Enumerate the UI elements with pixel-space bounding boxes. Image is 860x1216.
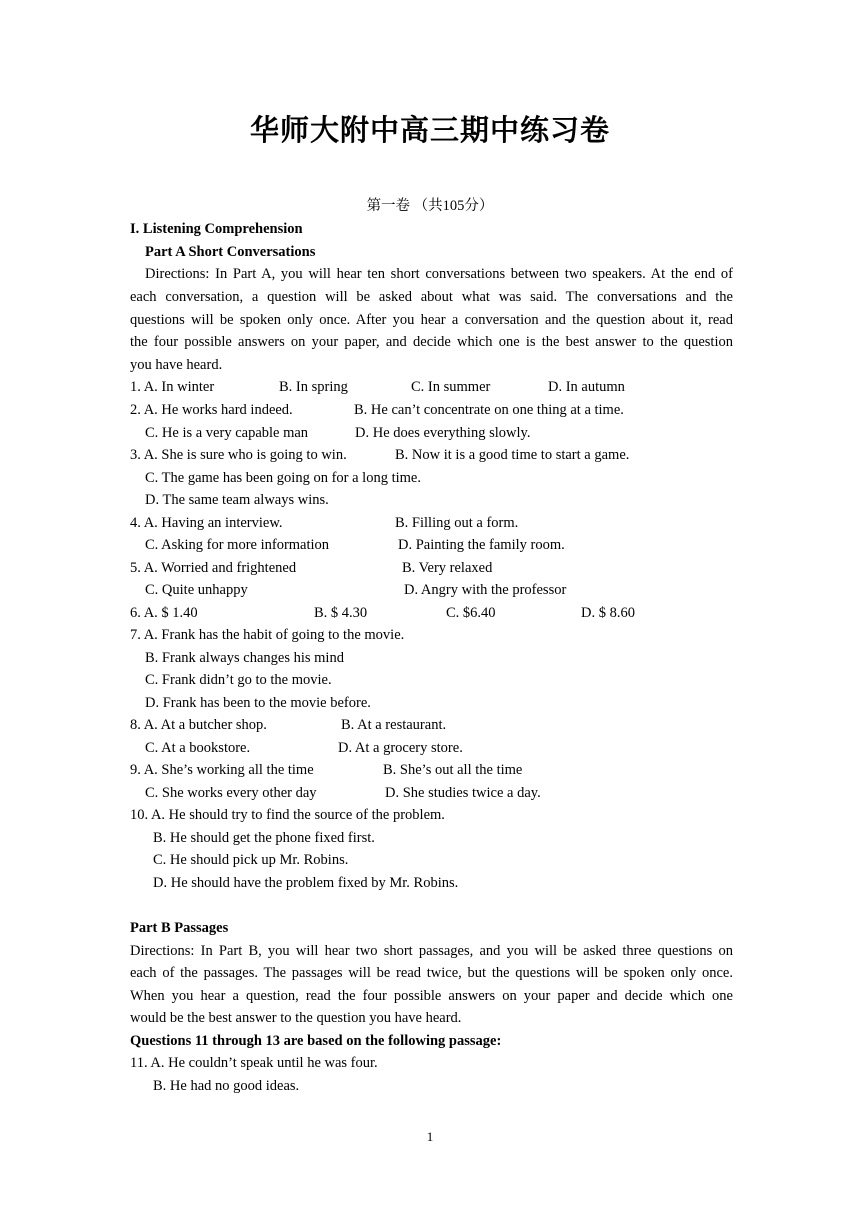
q9-option-b: B. She’s out all the time xyxy=(383,762,523,778)
part-b-directions-line: Directions: In Part B, you will hear two short passages, and you will be asked three questions on xyxy=(130,943,733,959)
q6-option-c: C. $6.40 xyxy=(446,605,496,621)
q9-option-d: D. She studies twice a day. xyxy=(385,785,541,801)
page-number: 1 xyxy=(426,1129,434,1144)
q11-option-a: 11. A. He couldn’t speak until he was four. xyxy=(130,1055,378,1071)
q3-option-b: B. Now it is a good time to start a game. xyxy=(395,447,630,463)
q6-option-b: B. $ 4.30 xyxy=(314,605,368,621)
q11-option-b: B. He had no good ideas. xyxy=(153,1078,300,1094)
q6-option-d: D. $ 8.60 xyxy=(581,605,635,621)
q3-option-a: 3. A. She is sure who is going to win. xyxy=(130,447,347,463)
q5-option-c: C. Quite unhappy xyxy=(145,582,248,598)
q7-option-c: C. Frank didn’t go to the movie. xyxy=(145,672,332,688)
part-a-directions-line: questions will be spoken only once. After you hear a conversation and the question about it, read xyxy=(130,312,733,328)
page-title: 华师大附中高三期中练习卷 xyxy=(249,113,610,147)
question-group-heading: Questions 11 through 13 are based on the following passage: xyxy=(130,1033,502,1049)
part-a-heading: Part A Short Conversations xyxy=(145,244,316,260)
q10-option-c: C. He should pick up Mr. Robins. xyxy=(153,852,349,868)
q10-option-b: B. He should get the phone fixed first. xyxy=(153,830,375,846)
part-b-directions-line: each of the passages. The passages will be read twice, but the questions will be spoken only once. xyxy=(130,965,733,981)
q2-option-c: C. He is a very capable man xyxy=(145,425,309,441)
q2-option-a: 2. A. He works hard indeed. xyxy=(130,402,293,418)
part-b-directions-line: When you hear a question, read the four possible answers on your paper and decide which one xyxy=(130,988,733,1004)
part-a-directions-line: each conversation, a question will be asked about what was said. The conversations and the xyxy=(130,289,733,305)
q5-option-a: 5. A. Worried and frightened xyxy=(130,560,297,576)
q8-option-a: 8. A. At a butcher shop. xyxy=(130,717,267,733)
q10-option-a: 10. A. He should try to find the source of the problem. xyxy=(130,807,445,823)
q1-option-b: B. In spring xyxy=(279,379,348,395)
q8-option-c: C. At a bookstore. xyxy=(145,740,251,756)
q5-option-b: B. Very relaxed xyxy=(402,560,493,576)
q1-option-c: C. In summer xyxy=(411,379,491,395)
q8-option-d: D. At a grocery store. xyxy=(338,740,463,756)
q9-option-a: 9. A. She’s working all the time xyxy=(130,762,314,778)
q10-option-d: D. He should have the problem fixed by Mr. Robins. xyxy=(153,875,459,891)
q4-option-a: 4. A. Having an interview. xyxy=(130,515,283,531)
q7-option-d: D. Frank has been to the movie before. xyxy=(145,695,371,711)
q1-option-a: 1. A. In winter xyxy=(130,379,215,395)
q5-option-d: D. Angry with the professor xyxy=(404,582,567,598)
part-a-directions-line: the four possible answers on your paper, and decide which one is the best answer to the question xyxy=(130,334,733,350)
part-b-heading: Part B Passages xyxy=(130,920,229,936)
section-heading: I. Listening Comprehension xyxy=(130,221,303,237)
part-b-directions-line: would be the best answer to the question you have heard. xyxy=(130,1010,462,1026)
q2-option-d: D. He does everything slowly. xyxy=(355,425,531,441)
q3-option-d: D. The same team always wins. xyxy=(145,492,329,508)
q8-option-b: B. At a restaurant. xyxy=(341,717,447,733)
q2-option-b: B. He can’t concentrate on one thing at a time. xyxy=(354,402,624,418)
volume-heading: 第一卷 （共105分） xyxy=(366,198,494,214)
q7-option-b: B. Frank always changes his mind xyxy=(145,650,344,666)
q7-option-a: 7. A. Frank has the habit of going to the movie. xyxy=(130,627,405,643)
q9-option-c: C. She works every other day xyxy=(145,785,317,801)
q4-option-c: C. Asking for more information xyxy=(145,537,330,553)
q3-option-c: C. The game has been going on for a long time. xyxy=(145,470,421,486)
q1-option-d: D. In autumn xyxy=(548,379,625,395)
q6-option-a: 6. A. $ 1.40 xyxy=(130,605,198,621)
part-a-directions-line: Directions: In Part A, you will hear ten short conversations between two speakers. At the end of xyxy=(145,266,733,282)
q4-option-b: B. Filling out a form. xyxy=(395,515,519,531)
part-a-directions-line: you have heard. xyxy=(130,357,223,373)
q4-option-d: D. Painting the family room. xyxy=(398,537,565,553)
